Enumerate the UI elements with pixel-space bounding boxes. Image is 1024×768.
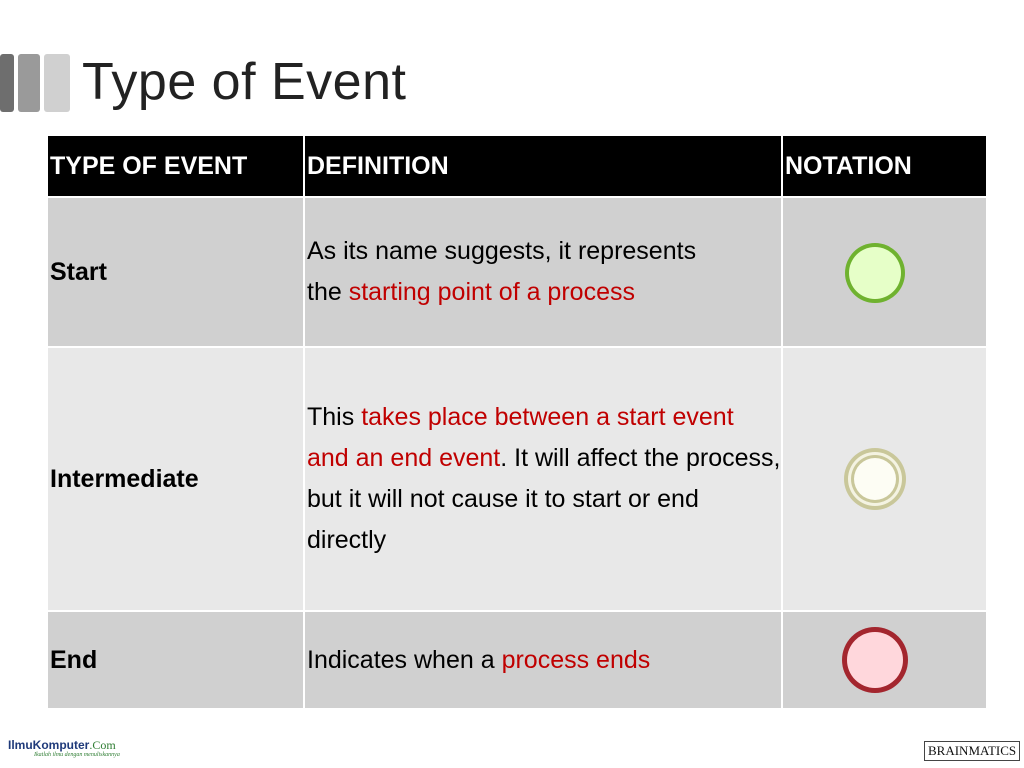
definition-text: the (307, 278, 349, 306)
start-event-icon (841, 239, 911, 305)
logo-wordmark (8, 738, 116, 753)
definition-text: Indicates when a (307, 645, 502, 674)
event-definition (304, 197, 782, 347)
table-row-start (47, 197, 987, 347)
header-type-of-event: TYPE OF EVENT (47, 135, 304, 197)
event-type-label: End (47, 611, 304, 709)
end-event-icon (841, 625, 911, 695)
accent-bar (44, 54, 70, 112)
intermediate-event-icon (841, 444, 911, 514)
header-definition: DEFINITION (304, 135, 782, 197)
event-type-label: Intermediate (47, 347, 304, 611)
event-notation (782, 611, 987, 709)
definition-text: As its name suggests, it represents (307, 237, 697, 265)
accent-bar (0, 54, 14, 112)
brainmatics-logo: BRAINMATICS (924, 741, 1020, 761)
logo-suffix-text: .Com (89, 738, 116, 752)
slide-title: Type of Event (82, 53, 407, 111)
logo-main-text: IlmuKomputer (8, 738, 90, 752)
definition-highlight: takes place between a start event and an end event (307, 403, 734, 472)
definition-highlight: process ends (501, 645, 651, 674)
logo-tagline: Ikatlah ilmu dengan menuliskannya (34, 752, 120, 758)
event-notation (782, 197, 987, 347)
event-definition (304, 347, 782, 611)
accent-bar (18, 54, 40, 112)
event-type-label: Start (47, 197, 304, 347)
definition-highlight: starting point of a process (348, 278, 635, 306)
table-header-row (47, 135, 987, 197)
definition-text: . It will affect the process, but it will not cause it to start or end directly (307, 444, 781, 554)
ilmukomputer-logo (8, 738, 138, 762)
table-row-intermediate (47, 347, 987, 611)
definition-text: This (307, 403, 362, 431)
event-definition (304, 611, 782, 709)
event-types-table (46, 134, 988, 710)
event-notation (782, 347, 987, 611)
title-accent-bars (0, 54, 72, 112)
table-row-end (47, 611, 987, 709)
header-notation: NOTATION (782, 135, 987, 197)
